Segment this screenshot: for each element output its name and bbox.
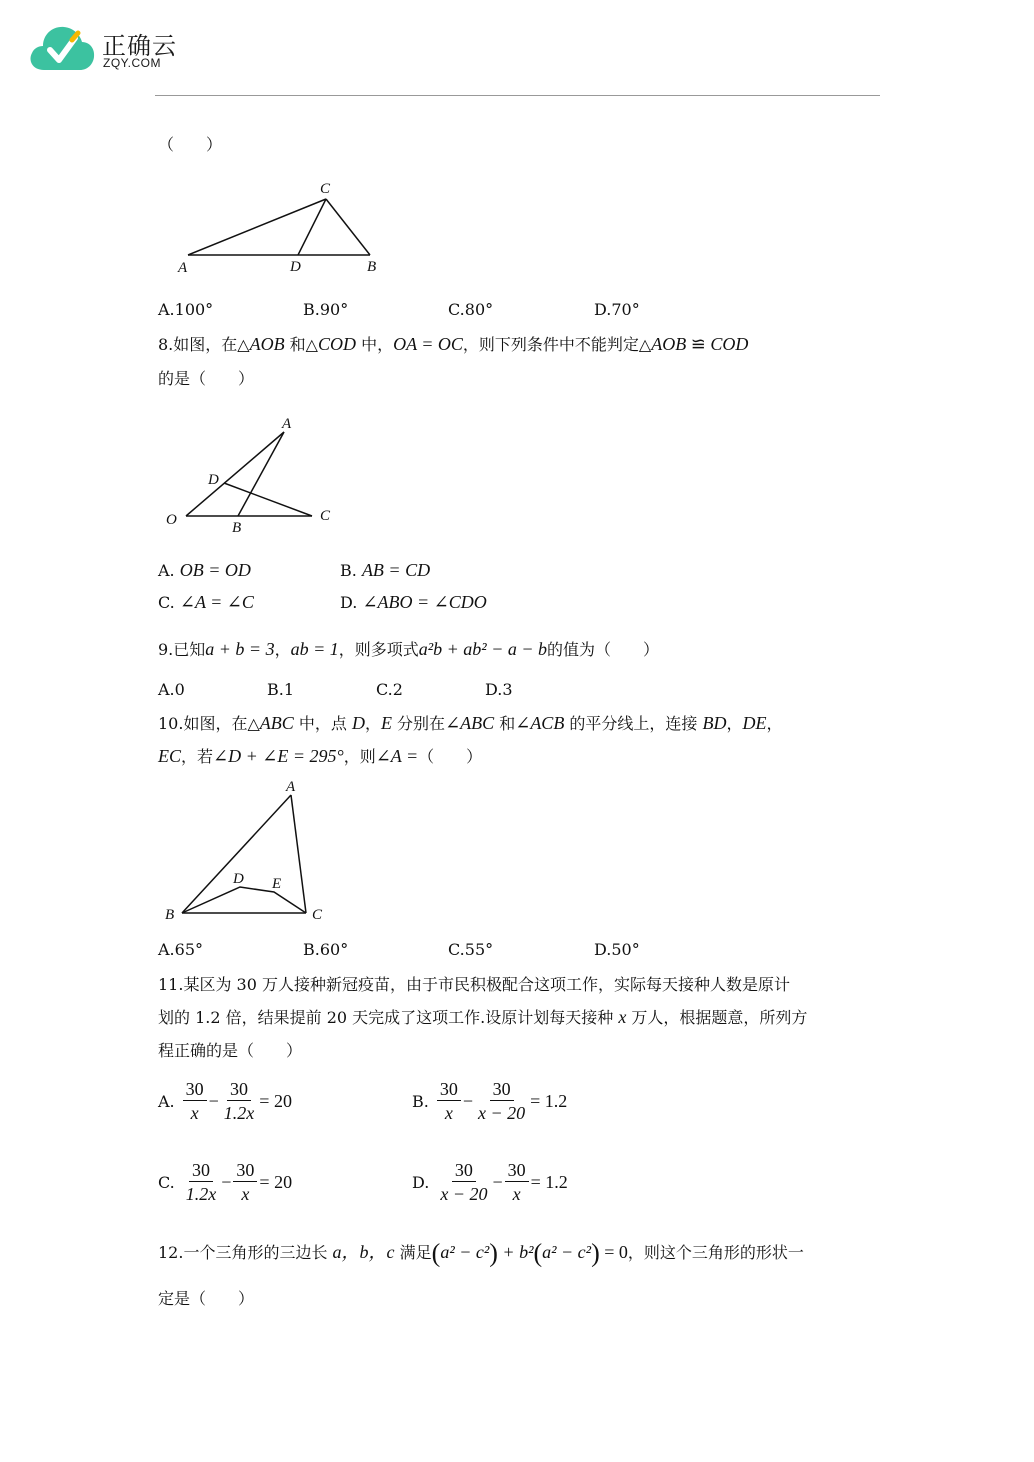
q11-option-d: D. $\frac{30}{x - 20}$ − $\frac{30}{x}$ = 1.2	[412, 1160, 568, 1204]
q10-label-a: A	[286, 779, 296, 795]
brand-name: 正确云	[102, 32, 177, 60]
q9-option-c: C.2	[376, 680, 403, 699]
header-divider	[155, 95, 880, 96]
q10-label-b: B	[165, 907, 175, 923]
q7-label-d: D	[290, 259, 301, 275]
q11-option-c: C. $\frac{30}{1.2x}$ − $\frac{30}{x}$ = 20	[158, 1160, 293, 1204]
q7-option-a: A.100°	[158, 300, 214, 319]
q10-stem-line1: 10.如图，在△ABC 中，点 D，E 分别在∠ABC 和∠ACB 的平分线上，连接 BD，DE，	[158, 713, 783, 733]
q10-option-d: D.50°	[594, 940, 640, 959]
q7-label-b: B	[367, 259, 377, 275]
cloud-check-logo	[28, 20, 96, 74]
q10-stem-line2: EC，若∠D + ∠E = 295°，则∠A =（ ）	[158, 746, 483, 766]
q9-stem: 9.已知a + b = 3，ab = 1，则多项式a²b + ab² − a − b的值为（ ）	[158, 639, 660, 659]
q10-option-c: C.55°	[448, 940, 494, 959]
q11-stem-line1: 11.某区为 30 万人接种新冠疫苗，由于市民积极配合这项工作，实际每天接种人数是原计	[158, 975, 790, 994]
q8-option-b: B. AB = CD	[340, 560, 431, 580]
brand-domain: ZQY.COM	[103, 56, 161, 70]
q7-triangle-figure	[170, 175, 390, 280]
q8-label-b: B	[232, 520, 242, 536]
q10-triangle-figure	[160, 775, 340, 925]
q8-option-a: A. OB = OD	[158, 560, 251, 580]
q9-option-a: A.0	[158, 680, 185, 699]
q12-stem-line2: 定是（ ）	[158, 1289, 255, 1308]
q8-label-a: A	[282, 416, 292, 432]
q7-paren: （ ）	[158, 135, 223, 154]
q10-label-d: D	[233, 871, 244, 887]
q8-stem-line1: 8.如图，在△AOB 和△COD 中，OA = OC，则下列条件中不能判定△AOB ≌ COD	[158, 334, 749, 354]
q9-option-b: B.1	[267, 680, 295, 699]
q7-label-c: C	[320, 181, 331, 197]
q7-option-b: B.90°	[303, 300, 349, 319]
q8-label-o: O	[166, 512, 177, 528]
q7-option-d: D.70°	[594, 300, 640, 319]
q10-option-b: B.60°	[303, 940, 349, 959]
q11-stem-line2: 划的 1.2 倍，结果提前 20 天完成了这项工作.设原计划每天接种 x 万人，根据题意，所列方	[158, 1007, 808, 1027]
q7-option-c: C.80°	[448, 300, 494, 319]
q7-label-a: A	[178, 260, 188, 276]
q8-triangles-figure	[160, 410, 350, 540]
q12-stem-line1: 12.一个三角形的三边长 a，b，c 满足(a² − c²) + b²(a² − c²) = 0，则这个三角形的形状一	[158, 1238, 804, 1268]
q8-option-c: C. ∠A = ∠C	[158, 592, 254, 612]
q10-label-e: E	[272, 876, 282, 892]
q8-label-c: C	[320, 508, 331, 524]
q8-option-d: D. ∠ABO = ∠CDO	[340, 592, 487, 612]
q10-label-c: C	[312, 907, 323, 923]
q8-stem-line2: 的是（ ）	[158, 369, 255, 388]
q8-label-d: D	[208, 472, 219, 488]
q11-option-b: B. $\frac{30}{x}$ − $\frac{30}{x - 20}$ = 1.2	[412, 1079, 568, 1123]
q9-option-d: D.3	[485, 680, 513, 699]
q11-stem-line3: 程正确的是（ ）	[158, 1041, 303, 1060]
q10-option-a: A.65°	[158, 940, 203, 959]
q11-option-a: A. $\frac{30}{x}$ − $\frac{30}{1.2x}$ = 20	[158, 1079, 292, 1123]
